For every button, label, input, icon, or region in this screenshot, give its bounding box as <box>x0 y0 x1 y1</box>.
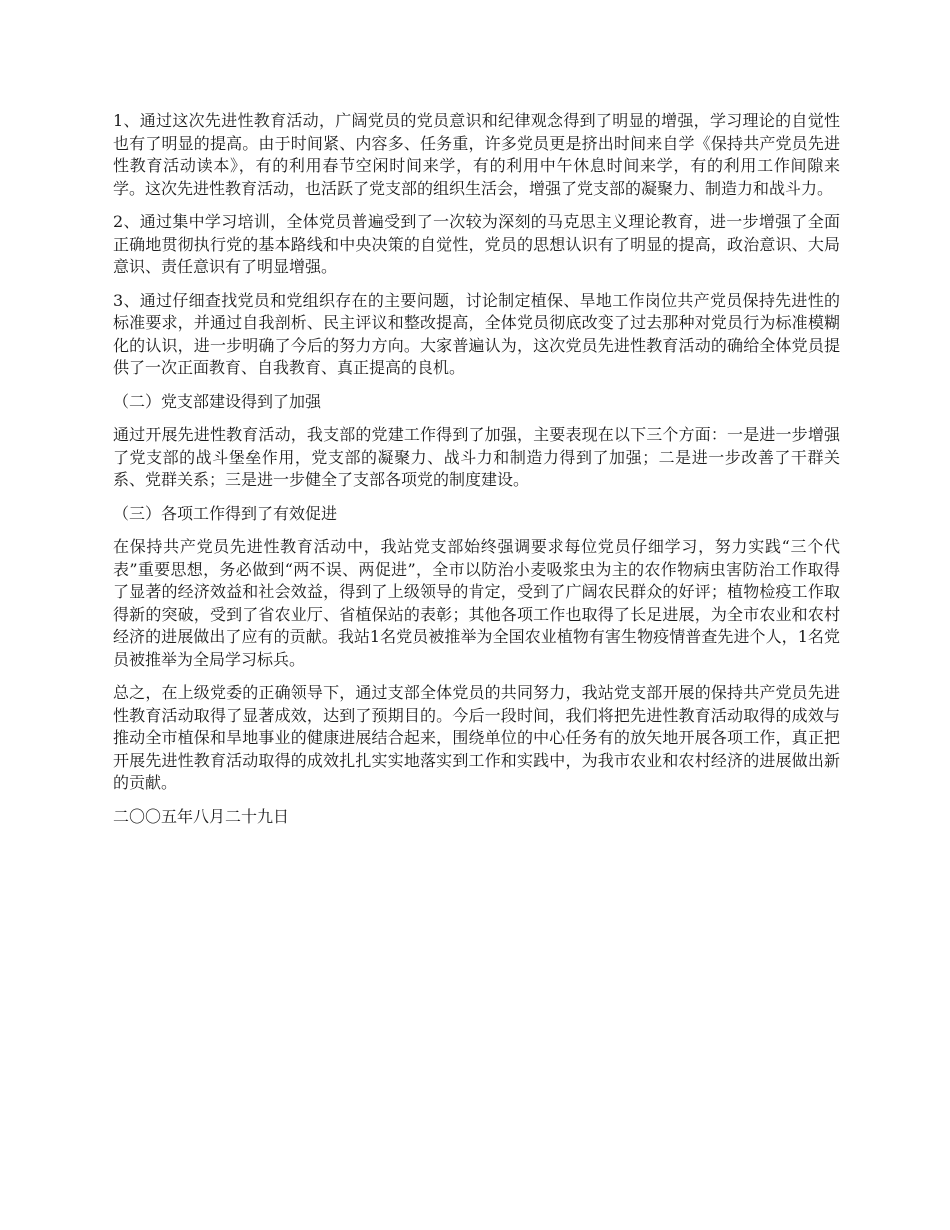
section-heading-work-promotion: （三）各项工作得到了有效促进 <box>113 503 338 523</box>
document-date: 二〇〇五年八月二十九日 <box>113 806 290 826</box>
paragraph-branch-building: 通过开展先进性教育活动，我支部的党建工作得到了加强，主要表现在以下三个方面：一是进一步增强了党支部的战斗堡垒作用，党支部的凝聚力、战斗力和制造力得到了加强；二是进一步改善了干群关系、党群关系；三是进一步健全了支部各项党的制度建设。 <box>113 425 840 489</box>
paragraph-work-promotion: 在保持共产党员先进性教育活动中，我站党支部始终强调要求每位党员仔细学习，努力实践“三个代表”重要思想，务必做到“两不误、两促进”，全市以防治小麦吸浆虫为主的农作物病虫害防治工作取得了显著的经济效益和社会效益，得到了上级领导的肯定，受到了广阔农民群众的好评；植物检疫工作取得新的突破，受到了省农业厅、省植保站的表彰；其他各项工作也取得了长足进展，为全市农业和农村经济的进展做出了应有的贡献。我站1名党员被推举为全国农业植物有害生物疫情普查先进个人，1名党员被推举为全局学习标兵。 <box>113 537 840 669</box>
paragraph-problem-review: 3、通过仔细查找党员和党组织存在的主要问题，讨论制定植保、旱地工作岗位共产党员保持先进性的标准要求，并通过自我剖析、民主评议和整改提高，全体党员彻底改变了过去那种对党员行为标准模糊化的认识，进一步明确了今后的努力方向。大家普遍认为，这次党员先进性教育活动的确给全体党员提供了一次正面教育、自我教育、真正提高的良机。 <box>113 290 840 377</box>
document-body <box>113 110 840 828</box>
paragraph-party-awareness: 1、通过这次先进性教育活动，广阔党员的党员意识和纪律观念得到了明显的增强，学习理论的自觉性也有了明显的提高。由于时间紧、内容多、任务重，许多党员更是挤出时间来自学《保持共产党员先进性教育活动读本》，有的利用春节空闲时间来学，有的利用中午休息时间来学，有的利用工作间隙来学。这次先进性教育活动，也活跃了党支部的组织生活会，增强了党支部的凝聚力、制造力和战斗力。 <box>113 111 840 198</box>
paragraph-theory-education: 2、通过集中学习培训，全体党员普遍受到了一次较为深刻的马克思主义理论教育，进一步增强了全面正确地贯彻执行党的基本路线和中央决策的自觉性，党员的思想认识有了明显的提高，政治意识、大局意识、责任意识有了明显增强。 <box>113 212 840 276</box>
section-heading-branch-building: （二）党支部建设得到了加强 <box>113 391 322 411</box>
paragraph-conclusion: 总之，在上级党委的正确领导下，通过支部全体党员的共同努力，我站党支部开展的保持共产党员先进性教育活动取得了显著成效，达到了预期目的。今后一段时间，我们将把先进性教育活动取得的成效与推动全市植保和旱地事业的健康进展结合起来，围绕单位的中心任务有的放矢地开展各项工作，真正把开展先进性教育活动取得的成效扎扎实实地落实到工作和实践中，为我市农业和农村经济的进展做出新的贡献。 <box>113 683 840 792</box>
